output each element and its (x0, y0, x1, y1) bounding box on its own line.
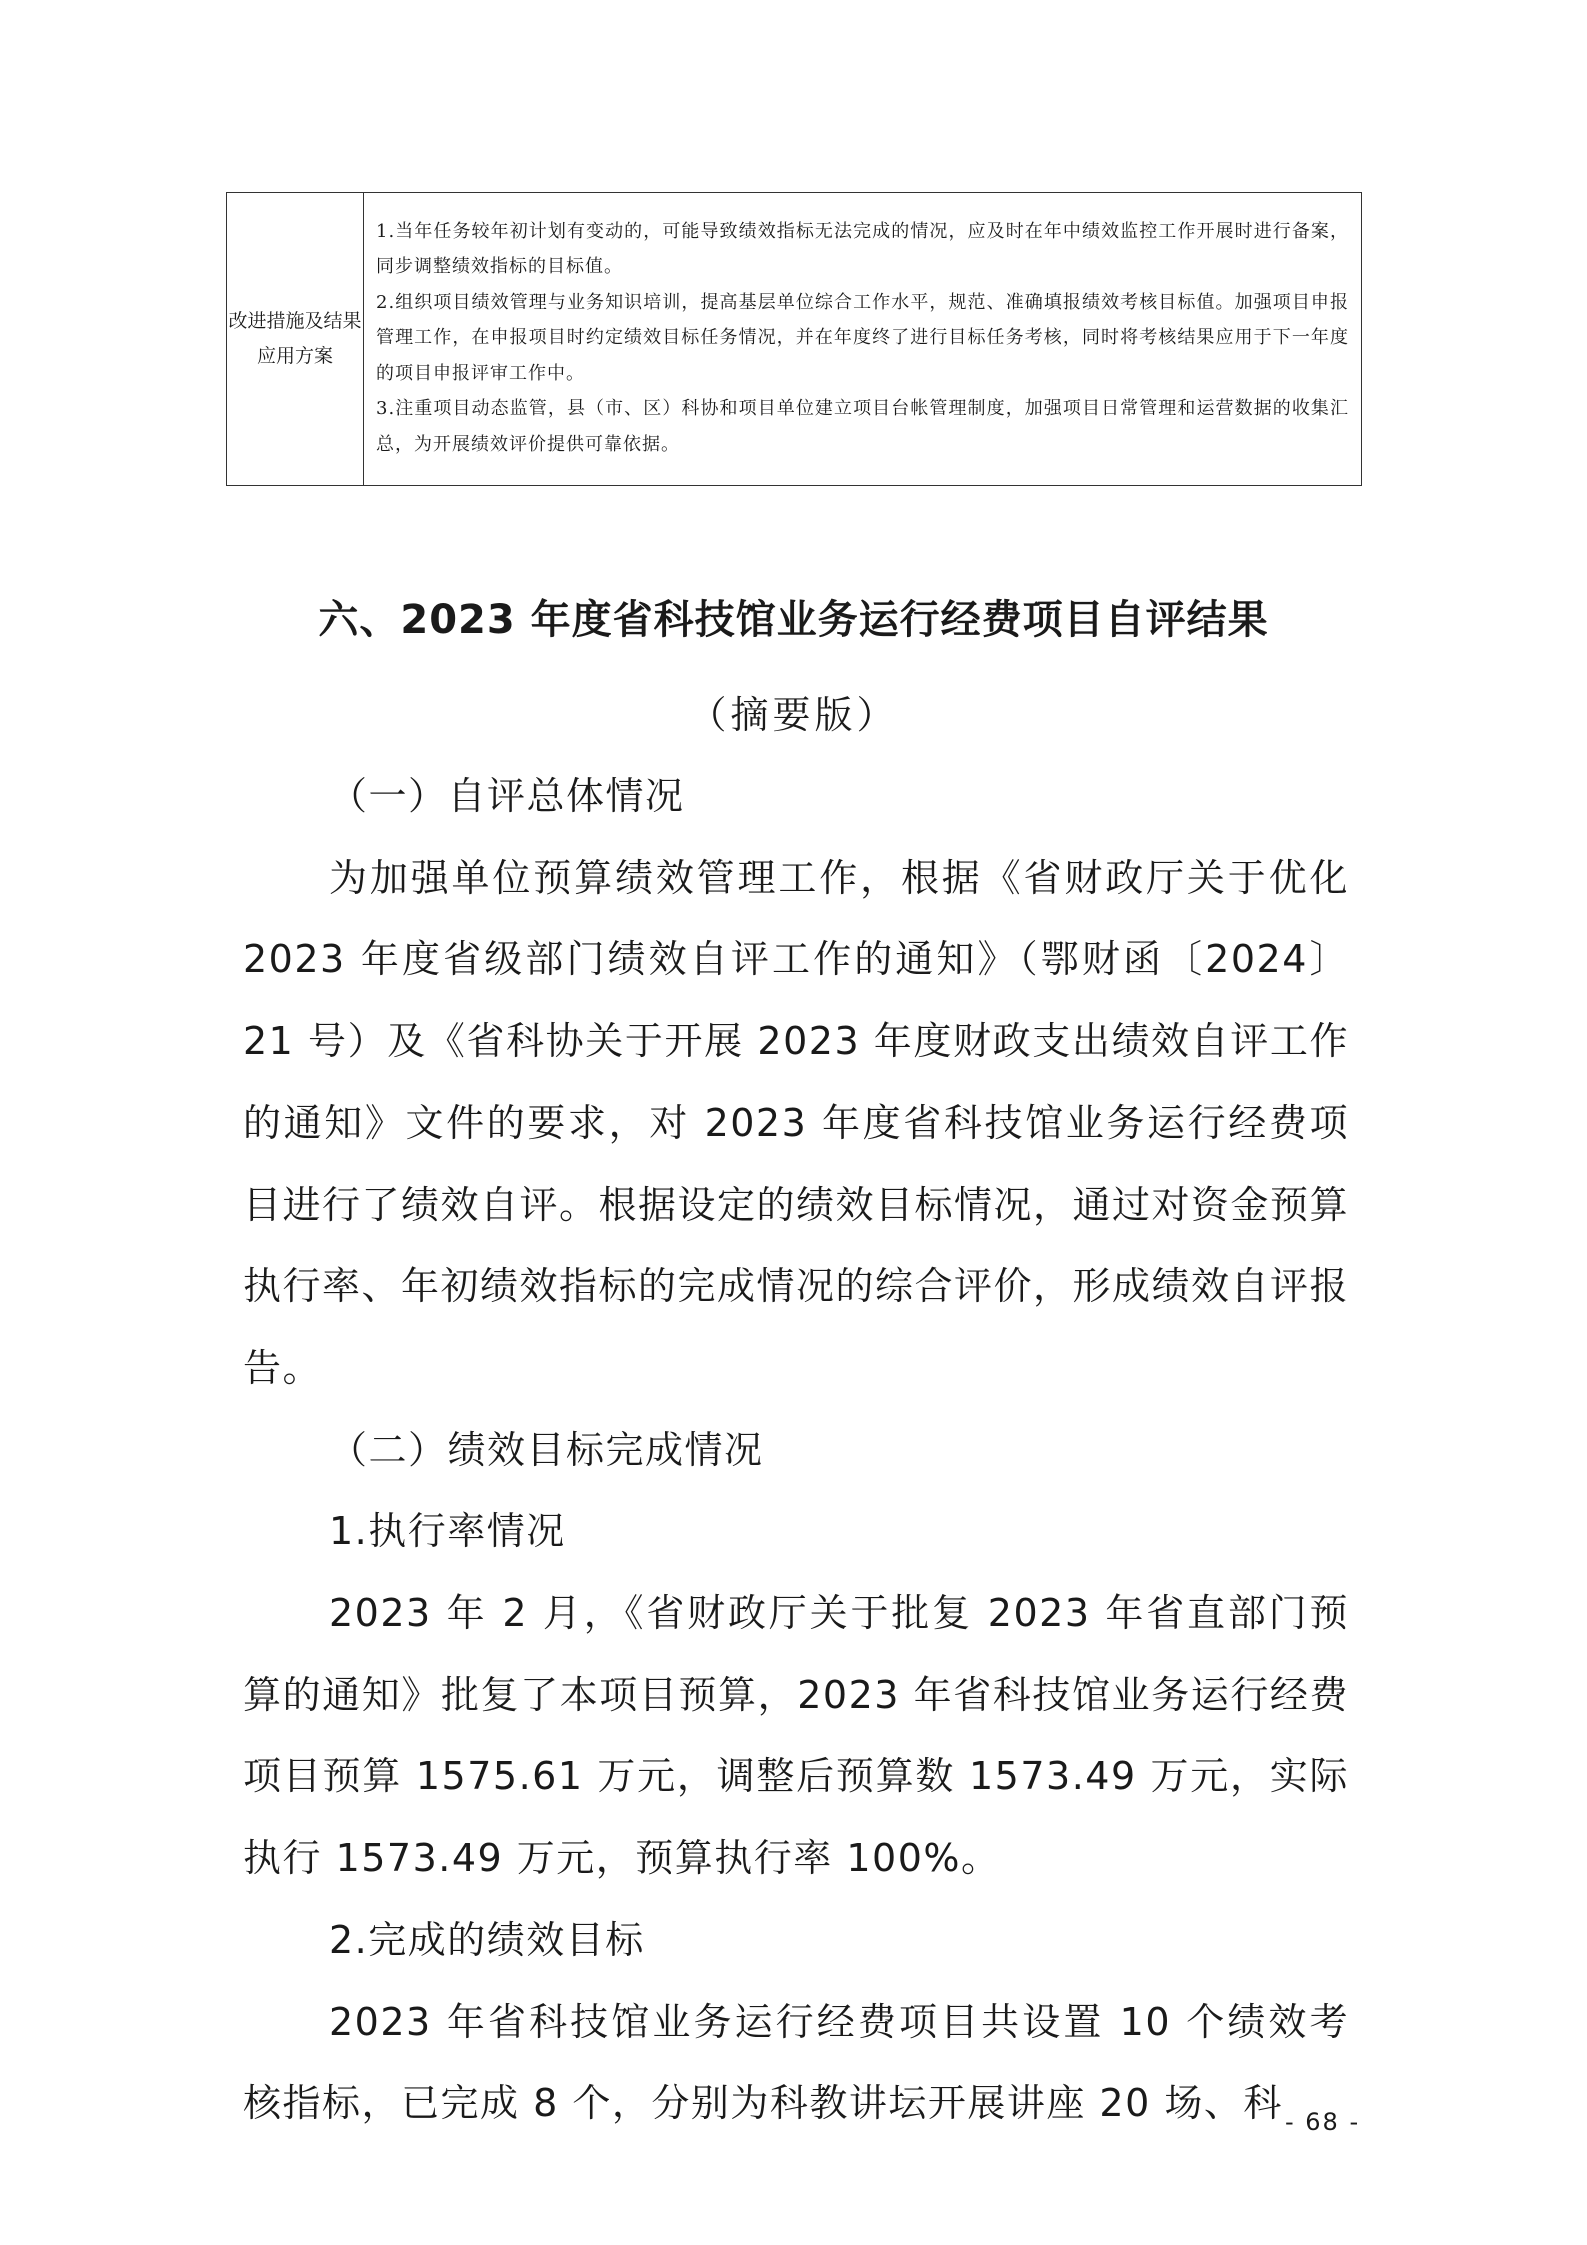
section-subtitle: （摘要版） (688, 693, 899, 737)
subheading-execution-rate: 1.执行率情况 (329, 1509, 566, 1554)
paragraph-completed-goals: 2023 年省科技馆业务运行经费项目共设置 10 个绩效考核指标，已完成 8 个，分别为科教讲坛开展讲座 20 场、科 (243, 1999, 1349, 2126)
subheading-completed-goals: 2.完成的绩效目标 (329, 1917, 645, 1962)
page-number: - 68 - (1285, 2108, 1361, 2136)
document-body (243, 756, 1349, 2145)
table-label-cell (227, 193, 364, 486)
heading-goal-completion: （二）绩效目标完成情况 (329, 1427, 764, 1472)
section-title: 六、2023 年度省科技馆业务运行经费项目自评结果 (318, 597, 1269, 643)
measure-item-1: 1.当年任务较年初计划有变动的，可能导致绩效指标无法完成的情况，应及时在年中绩效监控工作开展时进行备案，同步调整绩效指标的目标值。 (376, 220, 1349, 278)
table-row (227, 193, 1362, 486)
table-label: 改进措施及结果应用方案 (228, 310, 362, 367)
paragraph-execution-rate: 2023 年 2 月，《省财政厅关于批复 2023 年省直部门预算的通知》批复了本项目预算，2023 年省科技馆业务运行经费项目预算 1575.61 万元，调整后预算数 1573.49 万元，实际执行 1573.49 万元，预算执行率 100%。 (243, 1591, 1349, 1881)
measure-item-3: 3.注重项目动态监管，县（市、区）科协和项目单位建立项目台帐管理制度，加强项目日常管理和运营数据的收集汇总，为开展绩效评价提供可靠依据。 (376, 398, 1349, 455)
paragraph-overview: 为加强单位预算绩效管理工作，根据《省财政厅关于优化 2023 年度省级部门绩效自评工作的通知》（鄂财函〔2024〕21 号）及《省科协关于开展 2023 年度财政支出绩效自评工作的通知》文件的要求，对 2023 年度省科技馆业务运行经费项目进行了绩效自评。根据设定的绩效目标情况，通过对资金预算执行率、年初绩效指标的完成情况的综合评价，形成绩效自评报告。 (243, 855, 1350, 1390)
improvement-measures-table (226, 192, 1362, 486)
heading-overall-situation: （一）自评总体情况 (329, 774, 685, 818)
measure-item-2: 2.组织项目绩效管理与业务知识培训，提高基层单位综合工作水平，规范、准确填报绩效考核目标值。加强项目申报管理工作，在申报项目时约定绩效目标任务情况，并在年度终了进行目标任务考核，同时将考核结果应用于下一年度的项目申报评审工作中。 (376, 291, 1349, 384)
table-content-cell (364, 193, 1362, 486)
